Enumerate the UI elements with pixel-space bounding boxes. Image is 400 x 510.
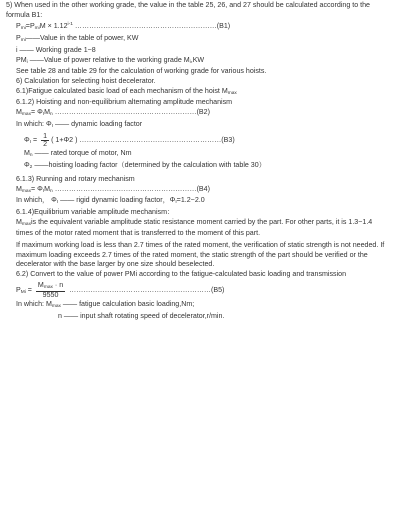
section-6-1-3-heading: 6.1.3) Running and rotary mechanism [16,174,135,183]
def-pmi-table: $P_{mi}——Value$ in the table of power, KW [16,34,139,44]
leader-dots: …………………………………………………… [79,136,222,145]
fraction-half: $\frac{1}{2}$ [43,132,48,149]
def-working-grade: i —— Working grade 1~8 [16,45,96,54]
section-6-heading: 6) Calculation for selecting hoist decelerator. [16,76,156,85]
formula-b1: $P_{mi}=P_{mi}M \times 1.12^{i-1}$ ……………………………………………………(B1) [16,22,231,32]
def-phi2: $\Phi_2$ ——hoisting loading factor（determined by the calculation with table 30） [24,161,266,171]
leader-dots: …………………………………………………… [69,285,211,294]
paragraph-mmax: $M_{max}is$ the equivalent variable amplitude static resistance moment carried by the part. For other parts, it is 1.3~1.4 times of the motor rated moment that is transferred to the moment of this part. [16,217,373,238]
def-mmax: In which: $M_{max}$ —— fatigue calculation basic loading,Nm; [16,299,195,309]
section-6-1-2-heading: 6.1.2) Hoisting and non-equilibrium alternating amplitude mechanism [16,98,233,107]
leader-dots: …………………………………………………… [74,22,217,31]
section-6-1-heading: 6.1)Fatigue calculated basic load of each mechanism of the hoist $M_{max}$ [16,86,237,96]
fraction-power: $\frac{M_{max} \cdot n}{9550}$ [37,280,64,299]
def-mn: $M_n$ —— rated torque of motor, Nm [24,149,132,159]
formula-b5: $P_{Mi}$ = $\frac{M_{max} \cdot n}{9550}$ ……………………………………………………(B5) [16,280,225,299]
def-rigid-factor: In which， $\Phi_I$ —— rigid dynamic loading factor，$\Phi_I=1.2\sim 2.0$ [16,196,205,206]
formula-tag-b3: (B3) [221,136,235,145]
paragraph-static-strength: If maximum working load is less than 2.7 times of the rated moment, the verification of static strength is not needed. If maximum loading exceeds 2.7 times of the rated moment, the static strength of the part should be verified or the decelerator with the base larger by one size should beselected. [16,241,385,269]
formula-tag-b2: (B2) [196,108,210,117]
def-phi1: In which: $\Phi_I$ —— dynamic loading factor [16,119,143,129]
section-6-1-4-heading: 6.1.4)Equilibrium variable amplitude mechanism： [16,207,175,216]
def-n: n —— input shaft rotating speed of decelerator,r/min. [58,311,225,320]
def-pmi-value: $PM_i$ ——Value of power relative to the working grade $M_i,KW$ [16,55,205,65]
formula-b3: $\Phi_I$ = $\frac{1}{2}$ ( 1+Φ2 ) ……………………………………………………(B3) [24,132,235,149]
see-table-line: See table 28 and table 29 for the calculation of working grade for various hoists. [16,67,267,76]
section-6-2-heading: 6.2) Convert to the value of power PMi according to the fatigue-calculated basic loading and transmission [16,270,347,279]
leader-dots: …………………………………………………… [54,184,197,193]
leader-dots: …………………………………………………… [54,108,197,117]
intro-paragraph: 5) When used in the other working grade, the value in the table 25, 26, and 27 should be calculated according to the formula B1: [6,1,370,19]
formula-tag-b5: (B5) [211,285,225,294]
formula-tag-b4: (B4) [196,184,210,193]
formula-tag-b1: (B1) [216,22,231,31]
formula-b4: $M_{max}= \Phi_IM_n$ ……………………………………………………(B4) [16,184,210,194]
formula-b2: $M_{max}= \Phi_IM_n$ ……………………………………………………(B2) [16,108,210,118]
